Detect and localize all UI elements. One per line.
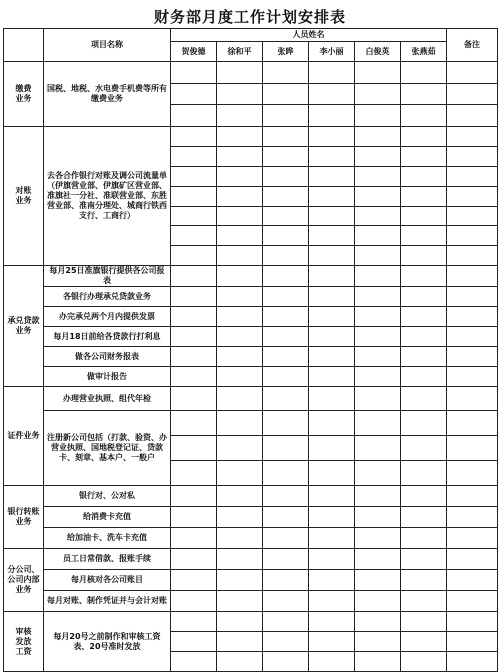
person-assign-cell[interactable] <box>217 387 263 411</box>
person-assign-cell[interactable] <box>171 461 217 486</box>
person-assign-cell[interactable] <box>217 226 263 246</box>
header-person-3: 张晔 <box>263 42 309 62</box>
person-assign-cell[interactable] <box>309 84 355 105</box>
person-assign-cell[interactable] <box>355 207 401 226</box>
person-assign-cell[interactable] <box>171 287 217 307</box>
remarks-cell[interactable] <box>447 307 498 327</box>
item-name-cell: 做审计报告 <box>44 367 171 387</box>
person-assign-cell[interactable] <box>309 307 355 327</box>
person-assign-cell[interactable] <box>401 167 447 187</box>
person-assign-cell[interactable] <box>263 127 309 147</box>
remarks-cell[interactable] <box>447 528 498 549</box>
person-assign-cell[interactable] <box>355 105 401 127</box>
table-row <box>4 387 498 411</box>
remarks-cell[interactable] <box>447 327 498 347</box>
person-assign-cell[interactable] <box>355 347 401 367</box>
person-assign-cell[interactable] <box>263 147 309 167</box>
header-item-name: 项目名称 <box>44 29 171 62</box>
person-assign-cell[interactable] <box>217 347 263 367</box>
person-assign-cell[interactable] <box>309 226 355 246</box>
person-assign-cell[interactable] <box>355 127 401 147</box>
person-assign-cell[interactable] <box>263 591 309 612</box>
person-assign-cell[interactable] <box>171 167 217 187</box>
person-assign-cell[interactable] <box>309 347 355 367</box>
person-assign-cell[interactable] <box>355 632 401 652</box>
person-assign-cell[interactable] <box>309 411 355 436</box>
table-row <box>4 507 498 528</box>
person-assign-cell[interactable] <box>309 246 355 266</box>
person-assign-cell[interactable] <box>355 307 401 327</box>
person-assign-cell[interactable] <box>217 246 263 266</box>
person-assign-cell[interactable] <box>401 367 447 387</box>
person-assign-cell[interactable] <box>401 207 447 226</box>
remarks-cell[interactable] <box>447 632 498 652</box>
person-assign-cell[interactable] <box>401 246 447 266</box>
person-assign-cell[interactable] <box>217 486 263 507</box>
person-assign-cell[interactable] <box>217 436 263 461</box>
person-assign-cell[interactable] <box>401 411 447 436</box>
person-assign-cell[interactable] <box>217 652 263 672</box>
person-assign-cell[interactable] <box>171 411 217 436</box>
person-assign-cell[interactable] <box>217 127 263 147</box>
person-assign-cell[interactable] <box>309 507 355 528</box>
person-assign-cell[interactable] <box>309 266 355 287</box>
person-assign-cell[interactable] <box>355 187 401 207</box>
person-assign-cell[interactable] <box>355 287 401 307</box>
person-assign-cell[interactable] <box>171 507 217 528</box>
person-assign-cell[interactable] <box>309 147 355 167</box>
header-person-5: 白俊英 <box>355 42 401 62</box>
item-name-cell: 给加油卡、洗车卡充值 <box>44 528 171 549</box>
person-assign-cell[interactable] <box>217 62 263 84</box>
category-cell: 证件业务 <box>4 387 44 486</box>
header-person-6: 张燕茹 <box>401 42 447 62</box>
person-assign-cell[interactable] <box>355 387 401 411</box>
person-assign-cell[interactable] <box>171 307 217 327</box>
person-assign-cell[interactable] <box>263 612 309 632</box>
remarks-cell[interactable] <box>447 62 498 84</box>
table-row <box>4 528 498 549</box>
person-assign-cell[interactable] <box>263 549 309 570</box>
person-assign-cell[interactable] <box>309 528 355 549</box>
item-name-cell: 各银行办理承兑贷款业务 <box>44 287 171 307</box>
person-assign-cell[interactable] <box>171 436 217 461</box>
table-row <box>4 287 498 307</box>
person-assign-cell[interactable] <box>217 411 263 436</box>
remarks-cell[interactable] <box>447 167 498 187</box>
person-assign-cell[interactable] <box>217 632 263 652</box>
header-people-group: 人员姓名 <box>171 29 447 42</box>
person-assign-cell[interactable] <box>171 347 217 367</box>
person-assign-cell[interactable] <box>217 591 263 612</box>
person-assign-cell[interactable] <box>309 570 355 591</box>
person-assign-cell[interactable] <box>401 652 447 672</box>
category-cell: 缴费 业务 <box>4 62 44 127</box>
person-assign-cell[interactable] <box>355 167 401 187</box>
person-assign-cell[interactable] <box>355 327 401 347</box>
item-name-cell: 去各合作银行对账及调公司流量单（伊旗营业部、伊旗矿区营业部、准旗社一分社、准联营业部、东胜营业部、准南分理处、城商行铁西支行、工商行） <box>44 127 171 266</box>
person-assign-cell[interactable] <box>309 632 355 652</box>
remarks-cell[interactable] <box>447 387 498 411</box>
person-assign-cell[interactable] <box>355 411 401 436</box>
remarks-cell[interactable] <box>447 507 498 528</box>
person-assign-cell[interactable] <box>171 84 217 105</box>
item-name-cell: 员工日常借款、报账手续 <box>44 549 171 570</box>
header-blank <box>4 29 44 62</box>
person-assign-cell[interactable] <box>309 187 355 207</box>
remarks-cell[interactable] <box>447 105 498 127</box>
person-assign-cell[interactable] <box>217 507 263 528</box>
category-cell: 承兑贷款 业务 <box>4 266 44 387</box>
table-row <box>4 266 498 287</box>
person-assign-cell[interactable] <box>217 187 263 207</box>
person-assign-cell[interactable] <box>401 266 447 287</box>
person-assign-cell[interactable] <box>263 207 309 226</box>
item-name-cell: 银行对、公对私 <box>44 486 171 507</box>
remarks-cell[interactable] <box>447 226 498 246</box>
person-assign-cell[interactable] <box>355 486 401 507</box>
person-assign-cell[interactable] <box>171 226 217 246</box>
person-assign-cell[interactable] <box>171 266 217 287</box>
person-assign-cell[interactable] <box>171 367 217 387</box>
person-assign-cell[interactable] <box>217 147 263 167</box>
header-person-1: 贺俊德 <box>171 42 217 62</box>
person-assign-cell[interactable] <box>263 307 309 327</box>
person-assign-cell[interactable] <box>171 652 217 672</box>
person-assign-cell[interactable] <box>355 591 401 612</box>
person-assign-cell[interactable] <box>217 570 263 591</box>
person-assign-cell[interactable] <box>401 461 447 486</box>
person-assign-cell[interactable] <box>263 387 309 411</box>
person-assign-cell[interactable] <box>217 167 263 187</box>
person-assign-cell[interactable] <box>217 528 263 549</box>
person-assign-cell[interactable] <box>171 246 217 266</box>
remarks-cell[interactable] <box>447 347 498 367</box>
person-assign-cell[interactable] <box>171 327 217 347</box>
remarks-cell[interactable] <box>447 287 498 307</box>
person-assign-cell[interactable] <box>355 84 401 105</box>
person-assign-cell[interactable] <box>401 287 447 307</box>
person-assign-cell[interactable] <box>355 652 401 672</box>
person-assign-cell[interactable] <box>401 187 447 207</box>
remarks-cell[interactable] <box>447 411 498 436</box>
person-assign-cell[interactable] <box>309 167 355 187</box>
person-assign-cell[interactable] <box>263 632 309 652</box>
person-assign-cell[interactable] <box>309 612 355 632</box>
person-assign-cell[interactable] <box>263 486 309 507</box>
person-assign-cell[interactable] <box>309 549 355 570</box>
header-remarks: 备注 <box>447 29 498 62</box>
person-assign-cell[interactable] <box>401 612 447 632</box>
header-person-2: 徐和平 <box>217 42 263 62</box>
person-assign-cell[interactable] <box>171 570 217 591</box>
item-name-cell: 做各公司财务报表 <box>44 347 171 367</box>
item-name-cell: 给消费卡充值 <box>44 507 171 528</box>
person-assign-cell[interactable] <box>401 84 447 105</box>
person-assign-cell[interactable] <box>263 84 309 105</box>
person-assign-cell[interactable] <box>355 266 401 287</box>
table-row <box>4 591 498 612</box>
person-assign-cell[interactable] <box>309 461 355 486</box>
person-assign-cell[interactable] <box>309 486 355 507</box>
person-assign-cell[interactable] <box>171 207 217 226</box>
remarks-cell[interactable] <box>447 84 498 105</box>
person-assign-cell[interactable] <box>355 436 401 461</box>
person-assign-cell[interactable] <box>263 187 309 207</box>
person-assign-cell[interactable] <box>171 62 217 84</box>
person-assign-cell[interactable] <box>401 436 447 461</box>
table-row <box>4 411 498 436</box>
remarks-cell[interactable] <box>447 461 498 486</box>
person-assign-cell[interactable] <box>401 549 447 570</box>
item-name-cell: 每月20号之前制作和审核工资表、20号准时发放 <box>44 612 171 672</box>
person-assign-cell[interactable] <box>401 105 447 127</box>
person-assign-cell[interactable] <box>401 127 447 147</box>
person-assign-cell[interactable] <box>401 307 447 327</box>
item-name-cell: 办完承兑两个月内提供发票 <box>44 307 171 327</box>
person-assign-cell[interactable] <box>355 461 401 486</box>
person-assign-cell[interactable] <box>263 436 309 461</box>
person-assign-cell[interactable] <box>217 105 263 127</box>
remarks-cell[interactable] <box>447 127 498 147</box>
item-name-cell: 每月对账、制作凭证并与会计对账 <box>44 591 171 612</box>
person-assign-cell[interactable] <box>263 461 309 486</box>
remarks-cell[interactable] <box>447 570 498 591</box>
remarks-cell[interactable] <box>447 612 498 632</box>
table-row <box>4 327 498 347</box>
table-row <box>4 612 498 632</box>
person-assign-cell[interactable] <box>217 327 263 347</box>
person-assign-cell[interactable] <box>355 147 401 167</box>
person-assign-cell[interactable] <box>401 486 447 507</box>
document-title: 财务部月度工作计划安排表 <box>153 8 346 26</box>
person-assign-cell[interactable] <box>217 461 263 486</box>
person-assign-cell[interactable] <box>263 246 309 266</box>
person-assign-cell[interactable] <box>263 347 309 367</box>
remarks-cell[interactable] <box>447 436 498 461</box>
person-assign-cell[interactable] <box>263 570 309 591</box>
person-assign-cell[interactable] <box>355 246 401 266</box>
person-assign-cell[interactable] <box>309 367 355 387</box>
remarks-cell[interactable] <box>447 549 498 570</box>
person-assign-cell[interactable] <box>217 549 263 570</box>
item-name-cell: 国税、地税、水电费手机费等所有缴费业务 <box>44 62 171 127</box>
person-assign-cell[interactable] <box>401 327 447 347</box>
person-assign-cell[interactable] <box>401 507 447 528</box>
person-assign-cell[interactable] <box>263 167 309 187</box>
person-assign-cell[interactable] <box>355 226 401 246</box>
table-row <box>4 62 498 84</box>
person-assign-cell[interactable] <box>309 105 355 127</box>
item-name-cell: 每月25日准旗银行提供各公司报表 <box>44 266 171 287</box>
table-row <box>4 570 498 591</box>
table-row <box>4 347 498 367</box>
item-name-cell: 注册新公司包括（打款、验资、办营业执照、国地税登记证、贷款卡、刻章、基本户、一般户 <box>44 411 171 486</box>
person-assign-cell[interactable] <box>355 549 401 570</box>
item-name-cell: 每月核对各公司账目 <box>44 570 171 591</box>
table-row <box>4 307 498 327</box>
person-assign-cell[interactable] <box>217 367 263 387</box>
person-assign-cell[interactable] <box>171 549 217 570</box>
remarks-cell[interactable] <box>447 652 498 672</box>
person-assign-cell[interactable] <box>171 612 217 632</box>
table-row <box>4 367 498 387</box>
person-assign-cell[interactable] <box>355 367 401 387</box>
header-person-4: 李小丽 <box>309 42 355 62</box>
table-row <box>4 549 498 570</box>
person-assign-cell[interactable] <box>309 327 355 347</box>
person-assign-cell[interactable] <box>263 266 309 287</box>
person-assign-cell[interactable] <box>171 591 217 612</box>
person-assign-cell[interactable] <box>263 327 309 347</box>
remarks-cell[interactable] <box>447 187 498 207</box>
person-assign-cell[interactable] <box>309 127 355 147</box>
person-assign-cell[interactable] <box>171 105 217 127</box>
category-cell: 对账 业务 <box>4 127 44 266</box>
person-assign-cell[interactable] <box>309 207 355 226</box>
remarks-cell[interactable] <box>447 207 498 226</box>
person-assign-cell[interactable] <box>217 307 263 327</box>
person-assign-cell[interactable] <box>355 528 401 549</box>
person-assign-cell[interactable] <box>401 147 447 167</box>
remarks-cell[interactable] <box>447 246 498 266</box>
schedule-table <box>3 28 498 672</box>
person-assign-cell[interactable] <box>401 528 447 549</box>
person-assign-cell[interactable] <box>401 570 447 591</box>
person-assign-cell[interactable] <box>401 62 447 84</box>
person-assign-cell[interactable] <box>401 632 447 652</box>
person-assign-cell[interactable] <box>355 612 401 632</box>
person-assign-cell[interactable] <box>171 486 217 507</box>
person-assign-cell[interactable] <box>309 387 355 411</box>
person-assign-cell[interactable] <box>263 528 309 549</box>
person-assign-cell[interactable] <box>263 62 309 84</box>
category-cell: 审核 发放 工资 <box>4 612 44 672</box>
person-assign-cell[interactable] <box>355 570 401 591</box>
person-assign-cell[interactable] <box>401 591 447 612</box>
remarks-cell[interactable] <box>447 367 498 387</box>
item-name-cell: 办理营业执照、组代年检 <box>44 387 171 411</box>
item-name-cell: 每月18日前给各贷款行打利息 <box>44 327 171 347</box>
remarks-cell[interactable] <box>447 266 498 287</box>
person-assign-cell[interactable] <box>217 207 263 226</box>
person-assign-cell[interactable] <box>171 187 217 207</box>
person-assign-cell[interactable] <box>217 266 263 287</box>
table-row <box>4 127 498 147</box>
person-assign-cell[interactable] <box>263 226 309 246</box>
person-assign-cell[interactable] <box>309 652 355 672</box>
person-assign-cell[interactable] <box>171 528 217 549</box>
table-row <box>4 486 498 507</box>
person-assign-cell[interactable] <box>263 105 309 127</box>
person-assign-cell[interactable] <box>309 591 355 612</box>
person-assign-cell[interactable] <box>171 632 217 652</box>
remarks-cell[interactable] <box>447 591 498 612</box>
person-assign-cell[interactable] <box>401 387 447 411</box>
person-assign-cell[interactable] <box>217 84 263 105</box>
person-assign-cell[interactable] <box>263 411 309 436</box>
person-assign-cell[interactable] <box>355 62 401 84</box>
person-assign-cell[interactable] <box>263 652 309 672</box>
person-assign-cell[interactable] <box>171 387 217 411</box>
person-assign-cell[interactable] <box>217 612 263 632</box>
person-assign-cell[interactable] <box>309 436 355 461</box>
person-assign-cell[interactable] <box>171 147 217 167</box>
category-cell: 银行转账 业务 <box>4 486 44 549</box>
person-assign-cell[interactable] <box>217 287 263 307</box>
category-cell: 分公司、 公司内部 业务 <box>4 549 44 612</box>
person-assign-cell[interactable] <box>309 287 355 307</box>
person-assign-cell[interactable] <box>355 507 401 528</box>
person-assign-cell[interactable] <box>309 62 355 84</box>
person-assign-cell[interactable] <box>401 347 447 367</box>
remarks-cell[interactable] <box>447 147 498 167</box>
person-assign-cell[interactable] <box>263 507 309 528</box>
person-assign-cell[interactable] <box>401 226 447 246</box>
remarks-cell[interactable] <box>447 486 498 507</box>
person-assign-cell[interactable] <box>263 367 309 387</box>
person-assign-cell[interactable] <box>171 127 217 147</box>
person-assign-cell[interactable] <box>263 287 309 307</box>
